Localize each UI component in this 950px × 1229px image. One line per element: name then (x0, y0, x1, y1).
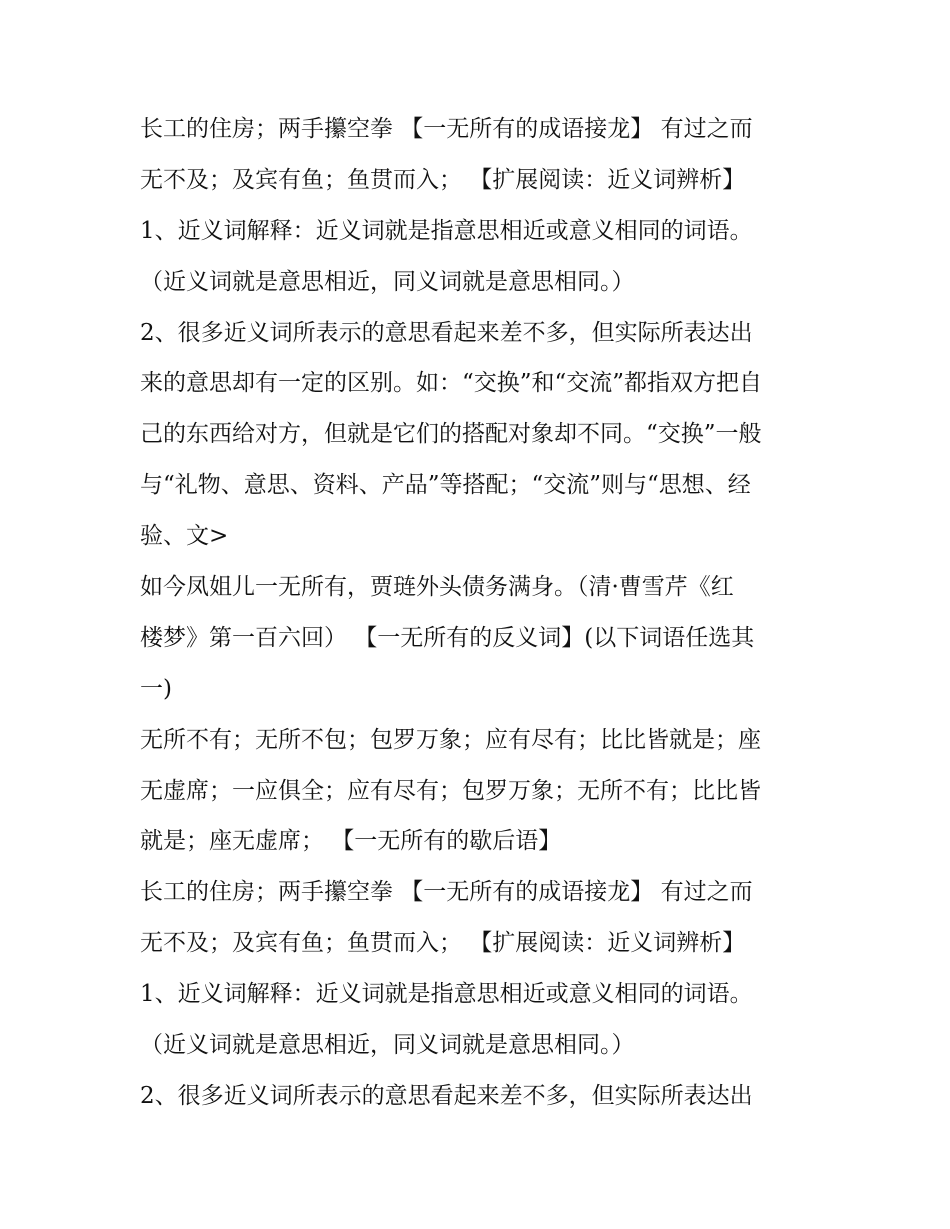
text-line: 长工的住房；两手攥空拳 【一无所有的成语接龙】 有过之而 (140, 116, 753, 142)
text-line: 与“礼物、意思、资料、产品”等搭配；“交流”则与“思想、经 (140, 472, 751, 499)
text-line: （近义词就是意思相近，同义词就是意思相同。） (140, 1032, 635, 1059)
text-line: 楼梦》第一百六回） 【一无所有的反义词】(以下词语任选其 (140, 624, 755, 651)
text-line: 来的意思却有一定的区别。如：“交换”和“交流”都指双方把自 (140, 370, 763, 397)
text-line: 无虚席；一应俱全；应有尽有；包罗万象；无所不有；比比皆 (140, 777, 761, 804)
document-body (140, 104, 820, 1122)
text-line: 己的东西给对方，但就是它们的搭配对象却不同。“交换”一般 (140, 421, 762, 448)
text-line: 长工的住房；两手攥空拳 【一无所有的成语接龙】 有过之而 (140, 879, 753, 906)
text-line: 就是；座无虚席； 【一无所有的歇后语】 (140, 828, 562, 855)
text-line: 一) (140, 675, 172, 702)
text-line: 验、文> (140, 523, 229, 550)
text-line: 无不及；及宾有鱼；鱼贯而入； 【扩展阅读：近义词辨析】 (140, 930, 746, 957)
text-line: （近义词就是意思相近，同义词就是意思相同。） (140, 268, 635, 295)
text-line: 无所不有；无所不包；包罗万象；应有尽有；比比皆就是；座 (140, 726, 761, 753)
text-line: 1、近义词解释：近义词就是指意思相近或意义相同的词语。 (140, 981, 753, 1008)
text-line: 如今凤姐儿一无所有，贾琏外头债务满身。（清·曹雪芹《红 (140, 574, 734, 601)
text-line: 1、近义词解释：近义词就是指意思相近或意义相同的词语。 (140, 217, 753, 244)
text-line: 2、很多近义词所表示的意思看起来差不多，但实际所表达出 (140, 319, 753, 346)
text-line: 2、很多近义词所表示的意思看起来差不多，但实际所表达出 (140, 1082, 753, 1109)
text-line: 无不及；及宾有鱼；鱼贯而入； 【扩展阅读：近义词辨析】 (140, 166, 746, 193)
